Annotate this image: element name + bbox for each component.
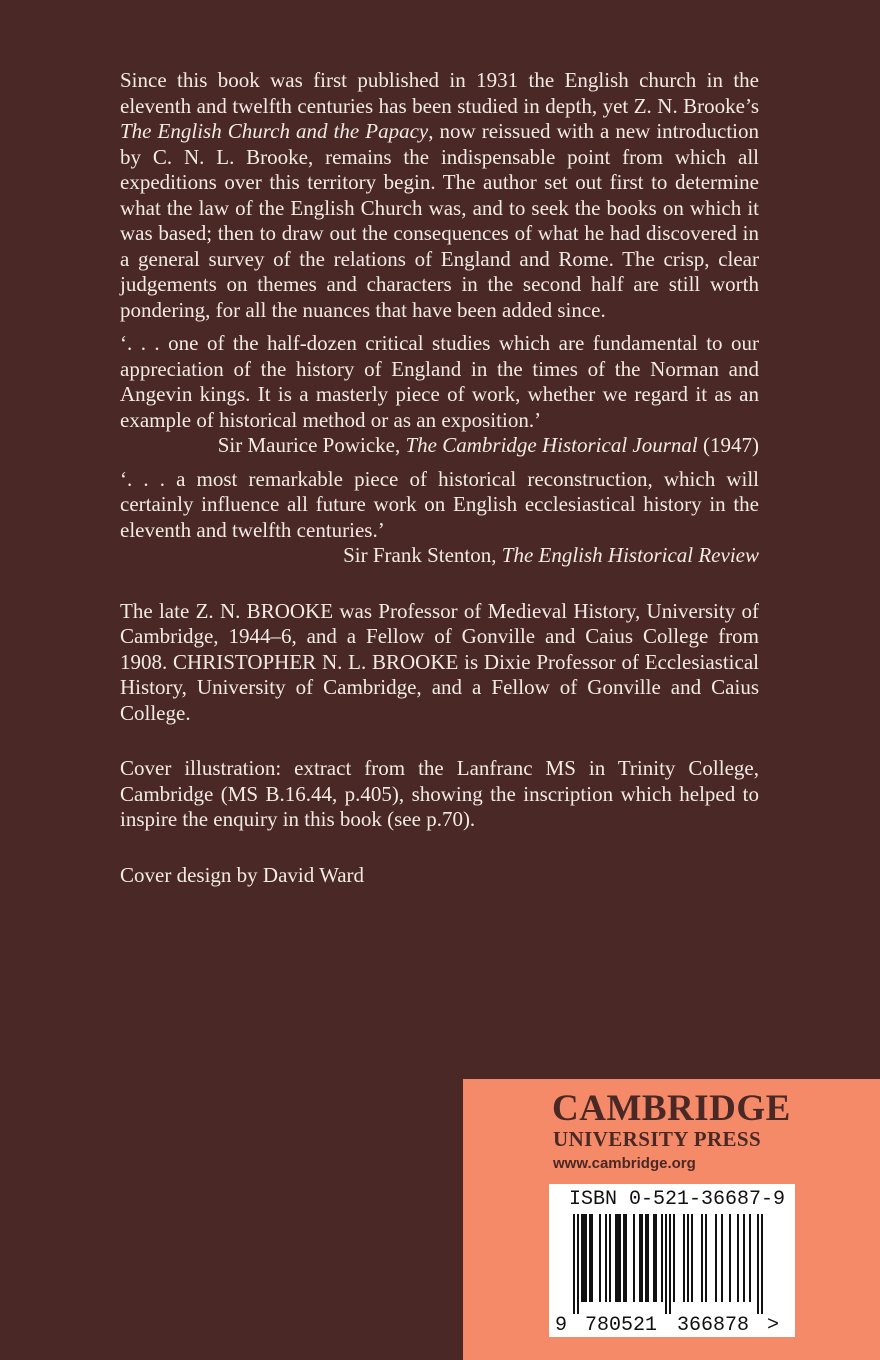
barcode-bar [683, 1214, 685, 1302]
barcode-bar [639, 1214, 641, 1302]
barcode-bar [619, 1214, 621, 1302]
barcode-digits-right: 366878 [676, 1314, 750, 1337]
barcode-bar [705, 1214, 707, 1302]
barcode-bar [623, 1214, 625, 1302]
barcode-bar [701, 1214, 703, 1302]
author-bio: The late Z. N. BROOKE was Professor of Medieval History, University of Cambridge, 1944–6, and a Fellow of Gonville and Caius College from 1908. CHRISTOPHER N. L. BROOKE is Dixie Professor of Ecclesiastical History, University of Cambridge, and a Fellow of Gonville and Caius College. [120, 598, 759, 725]
barcode-bar [655, 1214, 657, 1302]
barcode-bar [737, 1214, 739, 1302]
barcode-bar [605, 1214, 607, 1302]
barcode-bar [673, 1214, 675, 1302]
barcode-bar [583, 1214, 585, 1302]
back-cover-text [120, 68, 759, 888]
barcode-bar [645, 1214, 647, 1302]
publisher-name: CAMBRIDGE [552, 1088, 791, 1129]
publisher-url: www.cambridge.org [553, 1155, 696, 1172]
ean-barcode [549, 1184, 795, 1337]
review-quote-2: ‘. . . a most remarkable piece of historical reconstruction, which will certainly influence all future work on English ecclesiastical history in the eleventh and twelfth centuries.’ [120, 466, 759, 542]
barcode-digit-first: 9 [554, 1314, 567, 1337]
barcode-bar [591, 1214, 593, 1302]
barcode-bar [691, 1214, 693, 1302]
barcode-bar [641, 1214, 643, 1302]
book-title: The English Church and the Papacy [120, 119, 429, 143]
barcode-bar [715, 1214, 717, 1302]
barcode-bar [581, 1214, 583, 1302]
barcode-bar [653, 1214, 655, 1302]
barcode-bar [577, 1214, 579, 1314]
barcode-bar [743, 1214, 745, 1302]
publisher-panel [463, 1079, 880, 1360]
barcode-bar [761, 1214, 763, 1314]
barcode-bar [757, 1214, 759, 1314]
barcode-bar [687, 1214, 689, 1302]
isbn-number: ISBN 0-521-36687-9 [569, 1188, 786, 1211]
barcode-bar [573, 1214, 575, 1314]
barcode-label [549, 1184, 795, 1337]
cover-design-credit: Cover design by David Ward [120, 862, 365, 887]
barcode-bar [615, 1214, 617, 1302]
barcode-bar [589, 1214, 591, 1302]
barcode-quiet-marker: > [767, 1314, 780, 1337]
barcode-bar [625, 1214, 627, 1302]
barcode-bar [749, 1214, 751, 1302]
publisher-subname: UNIVERSITY PRESS [553, 1127, 762, 1151]
blurb-text-end: , now reissued with a new introduction by C. N. L. Brooke, remains the indispensable point from which all expeditions over this territory begin. The author set out first to determine what the law of the English Church was, and to seek the books on which it was based; then to draw out the consequences of what he had discovered in a general survey of the relations of England and Rome. The crisp, clear judgements on themes and characters in the second half are still worth pondering, for all the nuances that have been added since. [120, 119, 760, 322]
barcode-bar [729, 1214, 731, 1302]
barcode-bar [633, 1214, 635, 1302]
reviewer-name: Sir Maurice Powicke, [217, 433, 406, 457]
review-source: The Cambridge Historical Journal [405, 433, 698, 457]
review-attribution-1 [120, 433, 759, 459]
barcode-bar [609, 1214, 611, 1302]
barcode-bar [669, 1214, 671, 1314]
review-source: The English Historical Review [501, 543, 759, 567]
barcode-bar [721, 1214, 723, 1302]
blurb-text-start: Since this book was first published in 1931 the English church in the eleventh and twelfth centuries has been studied in depth, yet Z. N. Brooke’s [120, 68, 759, 118]
barcode-bar [585, 1214, 587, 1302]
barcode-bar [661, 1214, 663, 1302]
review-year: (1947) [697, 433, 759, 457]
barcode-bar [617, 1214, 619, 1302]
reviewer-name: Sir Frank Stenton, [343, 543, 502, 567]
review-attribution-2 [120, 543, 759, 569]
barcode-bar [647, 1214, 649, 1302]
barcode-digits-left: 780521 [584, 1314, 658, 1337]
barcode-bar [599, 1214, 601, 1302]
blurb-paragraph [120, 68, 759, 323]
cover-illustration-credit: Cover illustration: extract from the Lanfranc MS in Trinity College, Cambridge (MS B.16.44, p.405), showing the inscription which helped to inspire the enquiry in this book (see p.70). [120, 756, 759, 831]
barcode-bar [665, 1214, 667, 1314]
review-quote-1: ‘. . . one of the half-dozen critical studies which are fundamental to our appreciation of the history of England in the times of the Norman and Angevin kings. It is a masterly piece of work, whether we regard it as an example of historical method or as an exposition.’ [120, 331, 759, 432]
